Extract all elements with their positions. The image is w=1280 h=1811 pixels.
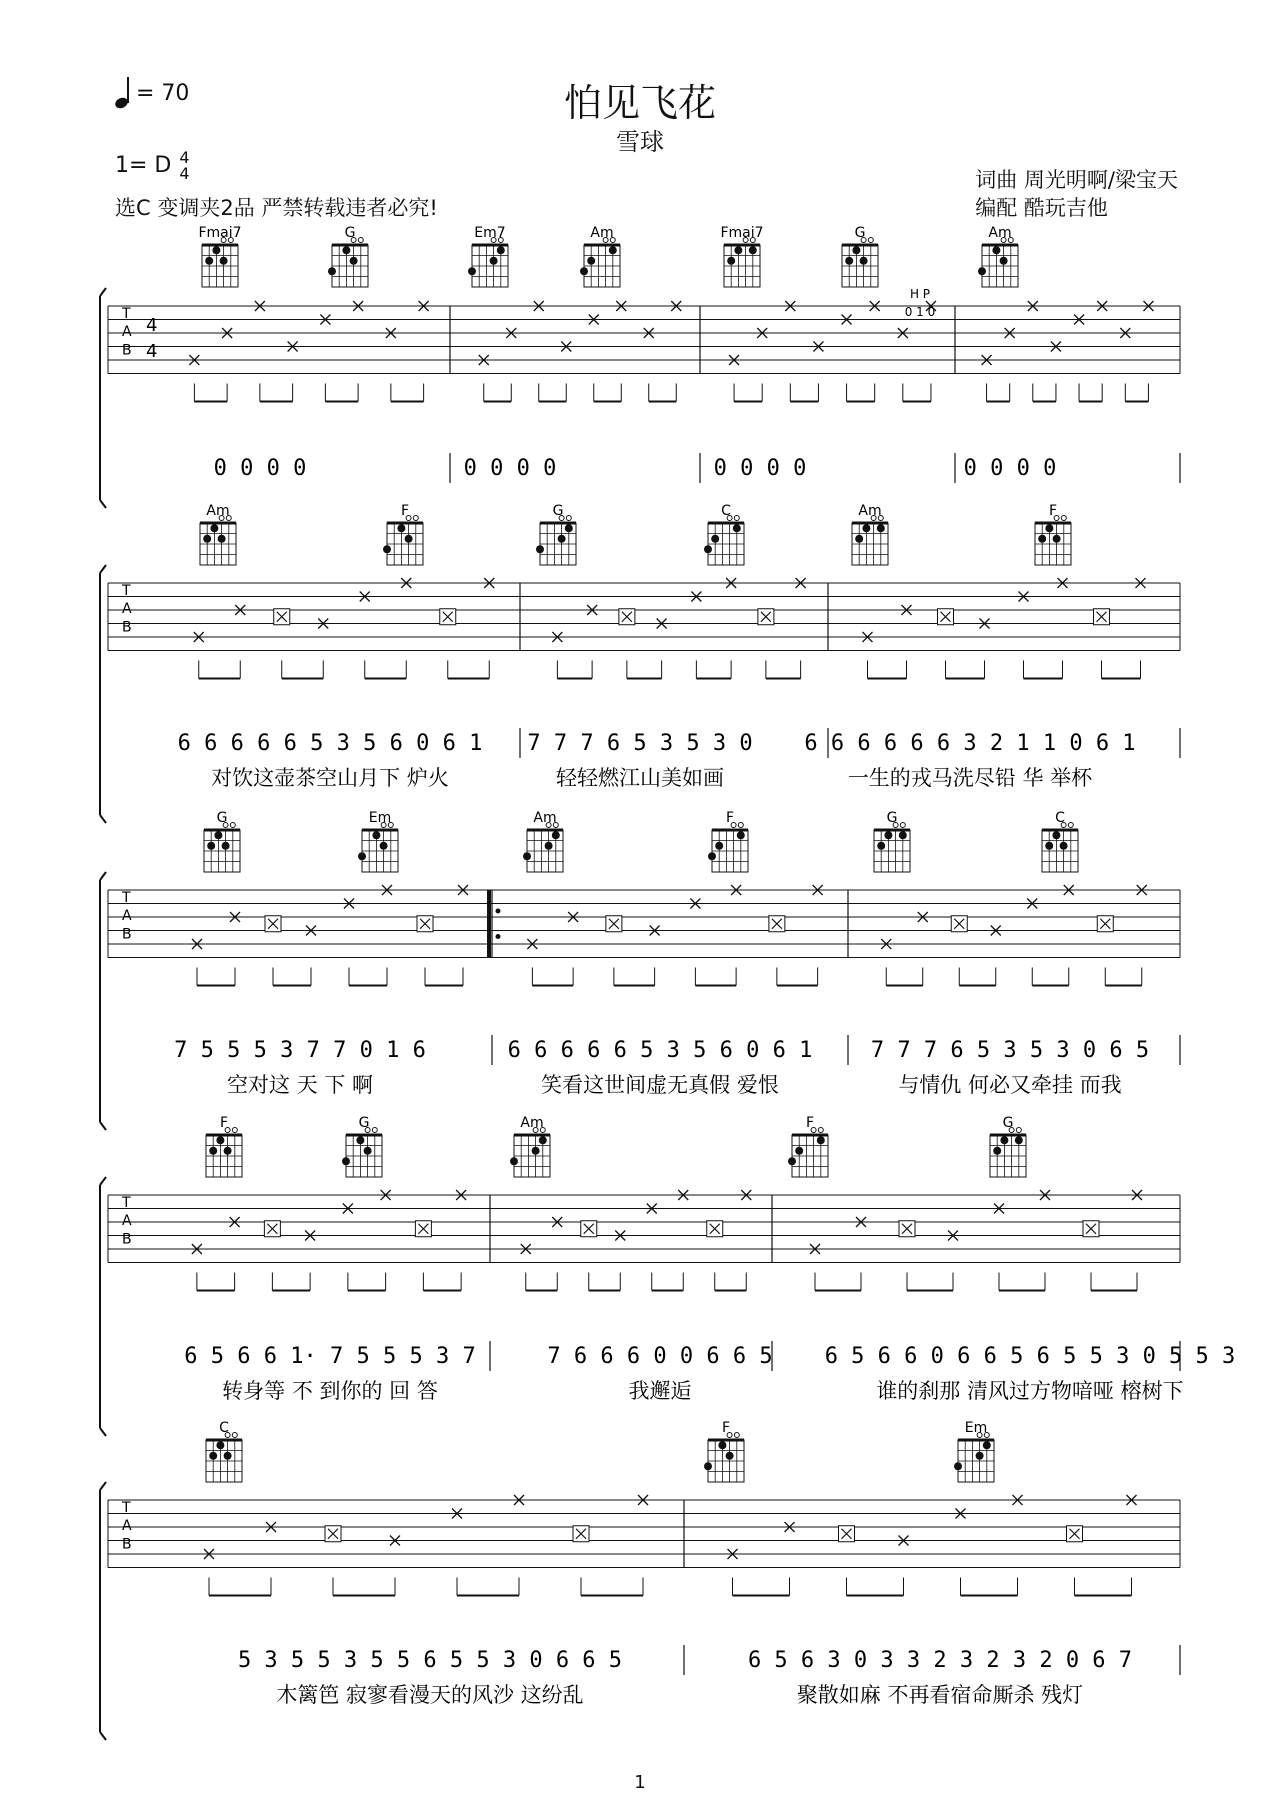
finger-dot [580, 267, 588, 275]
chord-name: Am [520, 1115, 544, 1131]
finger-dot [207, 842, 215, 850]
finger-dot [983, 1441, 991, 1449]
finger-dot [358, 852, 366, 860]
jianpu-numbers: 0 0 0 0 [463, 456, 557, 481]
open-string-marker [232, 1128, 237, 1133]
chord-diagram [510, 1115, 550, 1177]
finger-dot [704, 545, 712, 553]
finger-dot [216, 1441, 224, 1449]
jianpu-numbers: 0 0 0 0 [213, 456, 307, 481]
finger-dot [210, 524, 218, 532]
chord-name: Am [988, 225, 1012, 241]
finger-dot [558, 535, 566, 543]
finger-dot [727, 257, 735, 265]
finger-dot [536, 545, 544, 553]
chord-diagram [704, 503, 744, 565]
repeat-dot [496, 909, 501, 914]
tab-clef-letter: B [122, 926, 132, 943]
system-bracket-cap [100, 288, 106, 296]
finger-dot [992, 246, 1000, 254]
chord-name: Am [858, 503, 882, 519]
tab-clef-letter: T [122, 583, 131, 599]
repeat-dot [496, 934, 501, 939]
capo-note: 选C 变调夹2品 严禁转载违者必究! [115, 196, 438, 220]
tab-clef-letter: B [122, 1536, 132, 1553]
system-bracket-cap [100, 872, 106, 880]
tab-clef-letter: T [122, 306, 131, 322]
system-bracket-cap [100, 1428, 106, 1436]
chord-name: Em [368, 810, 392, 826]
open-string-marker [734, 516, 739, 521]
finger-dot [1052, 831, 1060, 839]
chord-name: G [854, 225, 866, 241]
finger-dot [733, 524, 741, 532]
tab-clef-letter: A [122, 324, 132, 341]
open-string-marker [868, 238, 873, 243]
finger-dot [1060, 842, 1068, 850]
chord-diagram [328, 225, 368, 287]
chord-name: Am [533, 810, 557, 826]
finger-dot [704, 1462, 712, 1470]
tab-system [100, 1482, 1180, 1740]
time-bottom: 4 [179, 164, 190, 183]
credits-lyrics-music: 词曲 周光明啊/梁宝天 [975, 168, 1178, 192]
system-bracket-cap [100, 815, 106, 823]
chord-name: Am [206, 503, 230, 519]
lyric-line: 谁的刹那 清风过方物喑哑 榕树下 [876, 1379, 1184, 1403]
finger-dot [539, 1136, 547, 1144]
open-string-marker [734, 1433, 739, 1438]
open-string-marker [738, 823, 743, 828]
song-title: 怕见飞花 [563, 81, 716, 125]
finger-dot [734, 246, 742, 254]
finger-dot [405, 535, 413, 543]
chord-name: Fmai7 [198, 225, 242, 241]
finger-dot [737, 831, 745, 839]
chord-name: F [219, 1115, 229, 1131]
chord-name: F [721, 1420, 731, 1436]
finger-dot [397, 524, 405, 532]
lyric-line: 我邂逅 [628, 1379, 692, 1403]
chord-diagram [874, 810, 910, 872]
open-string-marker [900, 823, 905, 828]
finger-dot [220, 257, 228, 265]
finger-dot [749, 246, 757, 254]
finger-dot [817, 1136, 825, 1144]
chord-diagram [383, 503, 423, 565]
open-string-marker [358, 238, 363, 243]
system-bracket-cap [100, 565, 106, 573]
tab-system [100, 1177, 1235, 1436]
finger-dot [342, 246, 350, 254]
chord-name: F [805, 1115, 815, 1131]
finger-dot [1015, 1136, 1023, 1144]
tab-clef-letter: T [122, 1195, 131, 1211]
chord-name: G [216, 810, 228, 826]
finger-dot [328, 267, 336, 275]
finger-dot [342, 1157, 350, 1165]
chord-name: Em [964, 1420, 988, 1436]
finger-dot [976, 1452, 984, 1460]
finger-dot [552, 831, 560, 839]
open-string-marker [372, 1128, 377, 1133]
chord-name: G [552, 503, 564, 519]
jianpu-numbers: 6 6 6 6 6 5 3 5 6 0 6 1 [507, 1038, 813, 1063]
lyric-line: 与情仇 何必又牵挂 而我 [898, 1073, 1122, 1097]
jianpu-numbers: 0 0 0 0 [963, 456, 1057, 481]
tab-clef-letter: A [122, 908, 132, 925]
tab-clef-letter: B [122, 342, 132, 359]
finger-dot [852, 246, 860, 254]
chord-diagram [536, 503, 576, 565]
chord-name: Em7 [474, 225, 506, 241]
finger-dot [497, 246, 505, 254]
open-string-marker [1016, 1128, 1021, 1133]
chord-diagram [720, 225, 763, 287]
finger-dot [350, 257, 358, 265]
tab-clef-letter: B [122, 1231, 132, 1248]
tab-system [100, 565, 1180, 823]
finger-dot [1000, 1136, 1008, 1144]
finger-dot [715, 842, 723, 850]
finger-dot [523, 852, 531, 860]
finger-dot [209, 1452, 217, 1460]
chord-diagram [842, 225, 878, 287]
finger-dot [1038, 535, 1046, 543]
tab-clef-letter: T [122, 890, 131, 906]
lyric-line: 对饮这壶茶空山月下 炉火 [211, 766, 449, 790]
jianpu-numbers: 5 3 5 5 3 5 5 6 5 5 3 0 6 6 5 [237, 1648, 623, 1673]
chord-diagram [523, 810, 563, 872]
chord-name: F [400, 503, 410, 519]
chord-diagram [954, 1420, 994, 1482]
chord-diagram [990, 1115, 1026, 1177]
finger-dot [490, 257, 498, 265]
finger-dot [993, 1147, 1001, 1155]
chord-diagram [468, 225, 508, 287]
chord-diagram [708, 810, 748, 872]
finger-dot [795, 1147, 803, 1155]
finger-dot [708, 852, 716, 860]
finger-dot [860, 257, 868, 265]
chord-name: F [725, 810, 735, 826]
tab-time-signature: 4 [146, 341, 158, 362]
tab-clef-letter: B [122, 619, 132, 636]
finger-dot [205, 257, 213, 265]
finger-dot [855, 535, 863, 543]
lyric-line: 转身等 不 到你的 回 答 [222, 1379, 438, 1403]
jianpu-numbers: 6 5 6 6 1· 7 5 5 5 3 7 [184, 1344, 476, 1369]
chord-diagram [206, 1115, 242, 1177]
finger-dot [1045, 842, 1053, 850]
chord-name: Am [590, 225, 614, 241]
open-string-marker [230, 823, 235, 828]
finger-dot [1045, 524, 1053, 532]
finger-dot [899, 831, 907, 839]
finger-dot [468, 267, 476, 275]
lyric-line: 一生的戎马洗尽铅 华 举杯 [847, 766, 1093, 790]
lyric-line: 聚散如麻 不再看宿命厮杀 残灯 [796, 1683, 1084, 1707]
jianpu-numbers: 6 6 6 6 6 6 3 2 1 1 0 6 1 [804, 731, 1136, 756]
finger-dot [545, 842, 553, 850]
finger-dot [609, 246, 617, 254]
finger-dot [224, 1452, 232, 1460]
finger-dot [364, 1147, 372, 1155]
finger-dot [1000, 257, 1008, 265]
finger-dot [356, 1136, 364, 1144]
system-bracket-cap [100, 1482, 106, 1490]
chord-diagram [206, 1420, 242, 1482]
finger-dot [845, 257, 853, 265]
finger-dot [222, 842, 230, 850]
finger-dot [884, 831, 892, 839]
jianpu-numbers: 7 5 5 5 3 7 7 0 1 6 [174, 1038, 426, 1063]
open-string-marker [566, 516, 571, 521]
finger-dot [203, 535, 211, 543]
chord-name: F [1048, 503, 1058, 519]
jianpu-numbers: 0 0 0 0 [713, 456, 807, 481]
open-string-marker [818, 1128, 823, 1133]
chord-name: G [358, 1115, 370, 1131]
credits-arrangement: 编配 酷玩吉他 [975, 196, 1108, 220]
finger-dot [565, 524, 573, 532]
chord-diagram [1042, 810, 1078, 872]
tab-system [100, 872, 1180, 1130]
chord-diagram [358, 810, 398, 872]
finger-dot [877, 524, 885, 532]
tab-clef-letter: T [122, 1500, 131, 1516]
finger-dot [209, 1147, 217, 1155]
finger-dot [718, 1441, 726, 1449]
finger-dot [877, 842, 885, 850]
chord-diagram [580, 225, 620, 287]
jianpu-numbers: 7 6 6 6 0 0 6 6 5 [547, 1344, 773, 1369]
artist-name: 雪球 [616, 128, 664, 156]
finger-dot [383, 545, 391, 553]
lyric-line: 笑看这世间虚无真假 爱恨 [541, 1073, 779, 1097]
time-top: 4 [179, 148, 190, 167]
lyric-line: 轻轻燃江山美如画 [556, 766, 724, 790]
finger-dot [380, 842, 388, 850]
chord-diagram [978, 225, 1018, 287]
finger-dot [726, 1452, 734, 1460]
system-bracket-cap [100, 1122, 106, 1130]
lyric-line: 木篱笆 寂寥看漫天的风沙 这纷乱 [276, 1683, 584, 1707]
chord-diagram [852, 503, 888, 565]
hammer-pull-frets: 0 1 0 [904, 305, 936, 319]
chord-name: C [721, 503, 731, 519]
finger-dot [218, 535, 226, 543]
jianpu-numbers: 7 7 7 6 5 3 5 3 0 6 5 [870, 1038, 1150, 1063]
tab-clef-letter: A [122, 1213, 132, 1230]
finger-dot [532, 1147, 540, 1155]
open-string-marker [1061, 516, 1066, 521]
jianpu-numbers: 7 7 7 6 5 3 5 3 0 [527, 731, 753, 756]
page-number: 1 [634, 1772, 646, 1793]
finger-dot [510, 1157, 518, 1165]
chord-name: G [1002, 1115, 1014, 1131]
finger-dot [711, 535, 719, 543]
open-string-marker [413, 516, 418, 521]
finger-dot [216, 1136, 224, 1144]
chord-name: G [886, 810, 898, 826]
finger-dot [587, 257, 595, 265]
chord-name: C [1055, 810, 1065, 826]
finger-dot [214, 831, 222, 839]
open-string-marker [1068, 823, 1073, 828]
jianpu-numbers: 6 5 6 6 0 6 6 5 6 5 5 3 0 5 5 3 [824, 1344, 1236, 1369]
finger-dot [788, 1157, 796, 1165]
system-bracket-cap [100, 500, 106, 508]
chord-diagram [198, 225, 241, 287]
hammer-pull-label: H P [909, 287, 931, 301]
finger-dot [212, 246, 220, 254]
chord-diagram [1035, 503, 1071, 565]
chord-name: G [344, 225, 356, 241]
chord-diagram [342, 1115, 382, 1177]
tab-system [100, 287, 1180, 508]
finger-dot [978, 267, 986, 275]
tab-time-signature: 4 [146, 315, 158, 336]
tab-clef-letter: A [122, 1518, 132, 1535]
chord-diagram [200, 503, 236, 565]
system-bracket-cap [100, 1732, 106, 1740]
tempo-text: = 70 [136, 81, 190, 106]
jianpu-numbers: 6 5 6 3 0 3 3 2 3 2 3 2 0 6 7 [747, 1648, 1133, 1673]
finger-dot [372, 831, 380, 839]
chord-diagram [204, 810, 240, 872]
chord-diagram [788, 1115, 828, 1177]
chord-name: Fmai7 [720, 225, 764, 241]
open-string-marker [232, 1433, 237, 1438]
finger-dot [954, 1462, 962, 1470]
lyric-line: 空对这 天 下 啊 [226, 1073, 374, 1097]
key-label: 1= D [115, 153, 172, 178]
system-bracket-cap [100, 1177, 106, 1185]
finger-dot [862, 524, 870, 532]
chord-diagram [704, 1420, 744, 1482]
finger-dot [1053, 535, 1061, 543]
finger-dot [224, 1147, 232, 1155]
jianpu-numbers: 6 6 6 6 6 5 3 5 6 0 6 1 [177, 731, 483, 756]
chord-name: C [219, 1420, 229, 1436]
tab-clef-letter: A [122, 601, 132, 618]
